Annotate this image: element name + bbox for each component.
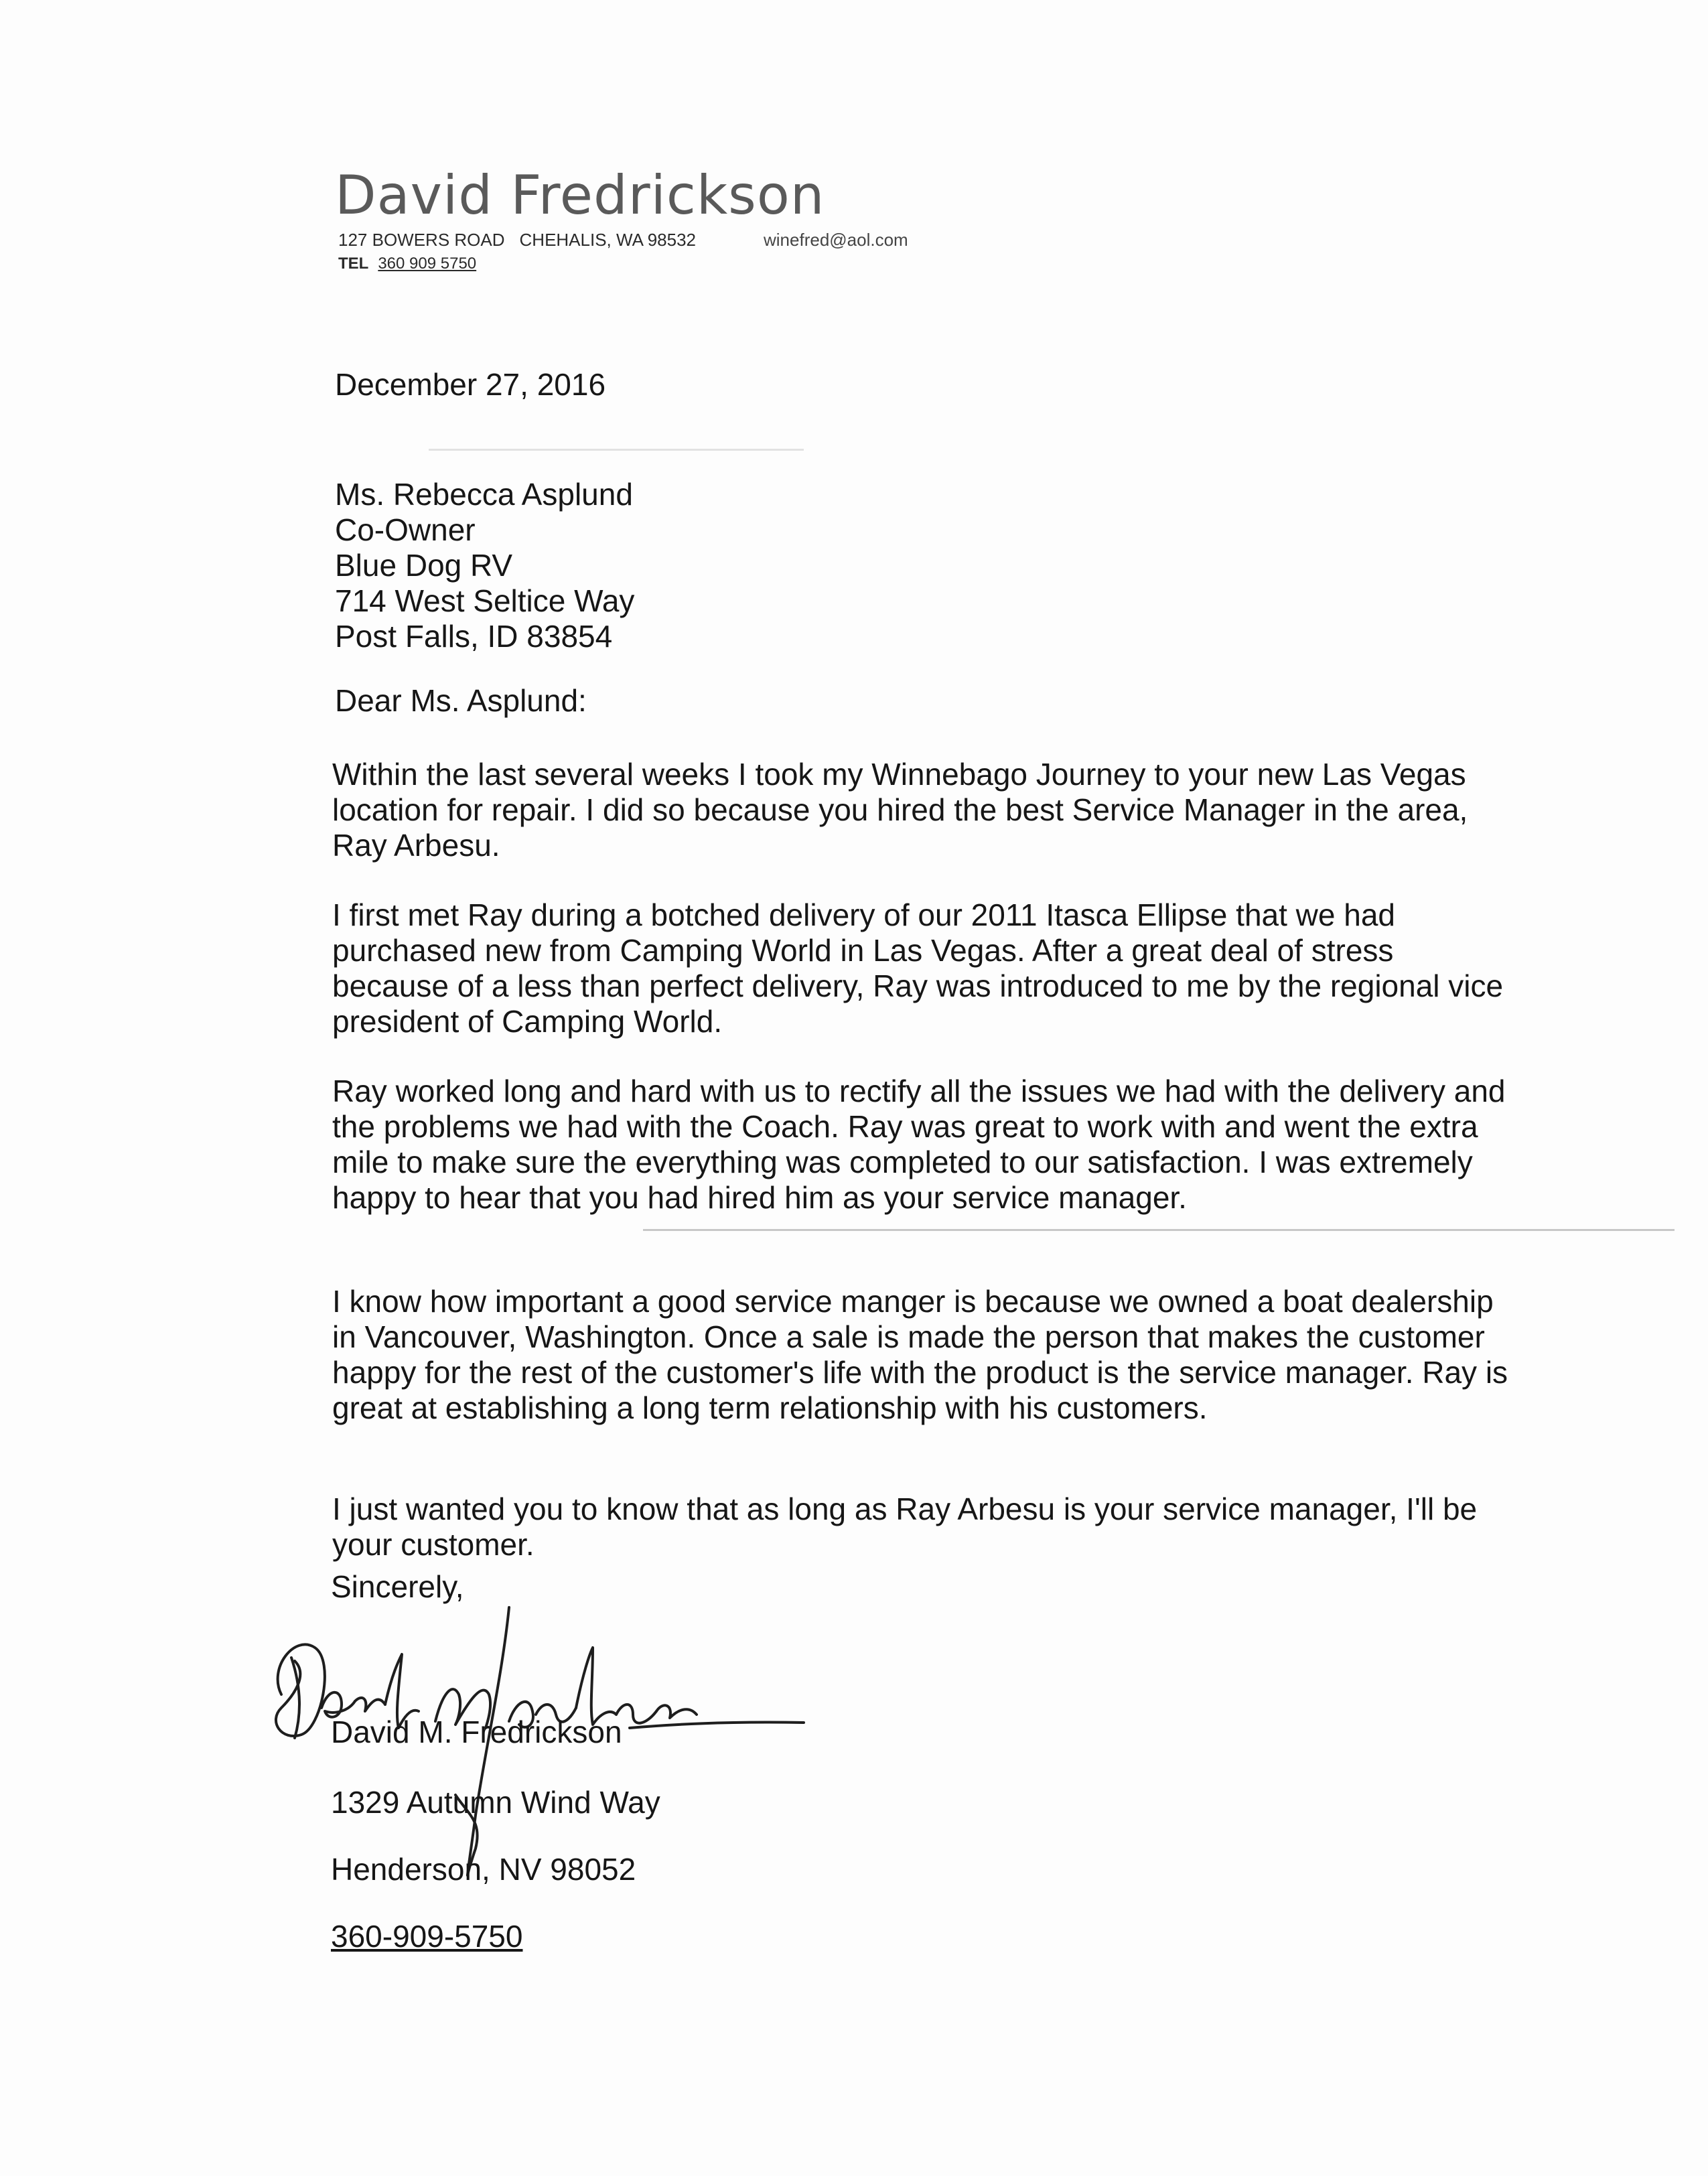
recipient-address — [335, 477, 634, 654]
signer-city: Henderson, NV 98052 — [331, 1852, 636, 1887]
signer-name: David M. Fredrickson — [331, 1715, 622, 1749]
letterhead-street: 127 BOWERS ROAD — [338, 230, 505, 250]
body-paragraph: I just wanted you to know that as long as Ray Arbesu is your service manager, I'll be your customer. — [332, 1492, 1478, 1562]
letterhead-name: David Fredrickson — [335, 164, 825, 226]
scan-artifact-line — [643, 1229, 1675, 1231]
letterhead-email: winefred@aol.com — [764, 230, 908, 250]
recipient-name: Ms. Rebecca Asplund — [335, 477, 633, 512]
body-paragraph: Ray worked long and hard with us to rectify all the issues we had with the delivery and the problems we had with the Coach. Ray was great to work with and went the extra mile to make sure the everything was completed to our satisfaction. I was extremely happy to hear that you had hired him as your service manager. — [332, 1074, 1506, 1215]
body-paragraph: Within the last several weeks I took my Winnebago Journey to your new Las Vegas location for repair. I did so because you hired the best Service Manager in the area, Ray Arbesu. — [332, 757, 1468, 863]
letter-date: December 27, 2016 — [335, 367, 606, 402]
signer-street: 1329 Autumn Wind Way — [331, 1785, 660, 1820]
recipient-city: Post Falls, ID 83854 — [335, 619, 613, 654]
letterhead-address — [338, 230, 711, 250]
body-paragraph: I know how important a good service manger is because we owned a boat dealership in Vancouver, Washington. Once a sale is made the person that makes the customer happy for the rest of the customer's life with the product is the service manager. Ray is great at establishing a long term relationship with his customers. — [332, 1284, 1508, 1425]
recipient-street: 714 West Seltice Way — [335, 583, 635, 618]
body-paragraph: I first met Ray during a botched delivery of our 2011 Itasca Ellipse that we had purchased new from Camping World in Las Vegas. After a great deal of stress because of a less than perfect delivery, Ray was introduced to me by the regional vice president of Camping World. — [332, 897, 1504, 1039]
recipient-company: Blue Dog RV — [335, 548, 513, 583]
salutation: Dear Ms. Asplund: — [335, 683, 587, 718]
letterhead-tel — [338, 255, 476, 273]
letterhead-tel-label: TEL — [338, 255, 369, 273]
closing: Sincerely, — [331, 1569, 464, 1604]
letterhead-tel-number: 360 909 5750 — [378, 255, 477, 273]
scan-artifact-line — [429, 449, 804, 451]
letterhead-city: CHEHALIS, WA 98532 — [519, 230, 697, 250]
recipient-title: Co-Owner — [335, 512, 476, 547]
signer-phone: 360-909-5750 — [331, 1919, 523, 1954]
